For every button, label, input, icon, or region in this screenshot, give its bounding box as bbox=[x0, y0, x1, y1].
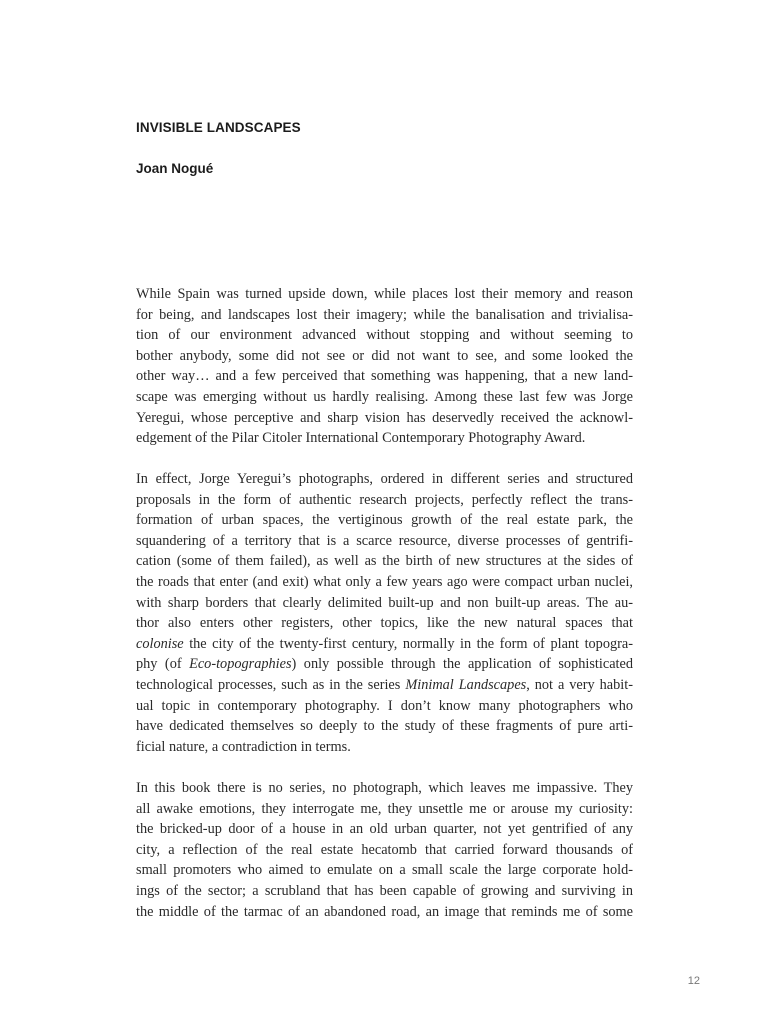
text-line: ual topic in contemporary photography. I don’t know many photographers who bbox=[136, 697, 633, 714]
paragraph-1 bbox=[136, 284, 633, 449]
text-line: small promoters who aimed to emulate on a small scale the large corporate hold- bbox=[136, 862, 633, 879]
text-line: all awake emotions, they interrogate me, they unsettle me or arouse my curiosity: bbox=[136, 800, 633, 817]
text-line: for being, and landscapes lost their imagery; while the banalisation and trivialisa- bbox=[136, 306, 633, 323]
text-line: other way… and a few perceived that something was happening, that a new land- bbox=[136, 368, 633, 385]
text-line: thor also enters other registers, other topics, like the new natural spaces that bbox=[136, 615, 633, 632]
text-line: phy (of Eco-topographies) only possible through the application of sophisticated bbox=[136, 656, 634, 673]
text-line: squandering of a territory that is a scarce resource, diverse processes of gentrifi- bbox=[136, 532, 633, 549]
text-line: the bricked-up door of a house in an old urban quarter, not yet gentrified of any bbox=[136, 821, 633, 838]
page-number: 12 bbox=[687, 975, 700, 987]
text-line: tion of our environment advanced without stopping and without seeming to bbox=[136, 327, 633, 344]
text-line: the roads that enter (and exit) what only a few years ago were compact urban nuclei, bbox=[136, 573, 633, 590]
text-line: proposals in the form of authentic research projects, perfectly reflect the trans- bbox=[136, 491, 633, 508]
text-line: have dedicated themselves so deeply to the study of these fragments of pure arti- bbox=[136, 718, 633, 735]
text-line: In this book there is no series, no photograph, which leaves me impassive. They bbox=[136, 780, 633, 796]
text-line: ings of the sector; a scrubland that has been capable of growing and surviving in bbox=[136, 882, 633, 899]
text-line: scape was emerging without us hardly realising. Among these last few was Jorge bbox=[136, 388, 633, 405]
text-line: Yeregui, whose perceptive and sharp vision has deservedly received the acknowl- bbox=[136, 409, 633, 426]
text-line: In effect, Jorge Yeregui’s photographs, ordered in different series and structured bbox=[136, 471, 633, 487]
text-line: the middle of the tarmac of an abandoned road, an image that reminds me of some bbox=[136, 903, 633, 920]
author-name: Joan Nogué bbox=[136, 161, 214, 176]
text-line: with sharp borders that clearly delimited built-up and non built-up areas. The au- bbox=[136, 594, 633, 611]
paragraph-3 bbox=[136, 778, 633, 922]
document-title: INVISIBLE LANDSCAPES bbox=[136, 120, 301, 135]
text-line: colonise the city of the twenty-first century, normally in the form of plant topogra- bbox=[136, 635, 633, 652]
text-line: cation (some of them failed), as well as the birth of new structures at the sides of bbox=[136, 553, 633, 570]
text-line: edgement of the Pilar Citoler International Contemporary Photography Award. bbox=[136, 430, 586, 447]
text-line: bother anybody, some did not see or did not want to see, and some looked the bbox=[136, 347, 633, 364]
paragraph-2 bbox=[136, 469, 633, 757]
text-line: formation of urban spaces, the vertiginous growth of the real estate park, the bbox=[136, 512, 633, 529]
text-line: While Spain was turned upside down, while places lost their memory and reason bbox=[136, 286, 633, 302]
text-line: ficial nature, a contradiction in terms. bbox=[136, 738, 351, 755]
text-line: city, a reflection of the real estate hecatomb that carried forward thousands of bbox=[136, 841, 633, 858]
text-line: technological processes, such as in the series Minimal Landscapes, not a very habit- bbox=[136, 676, 633, 693]
